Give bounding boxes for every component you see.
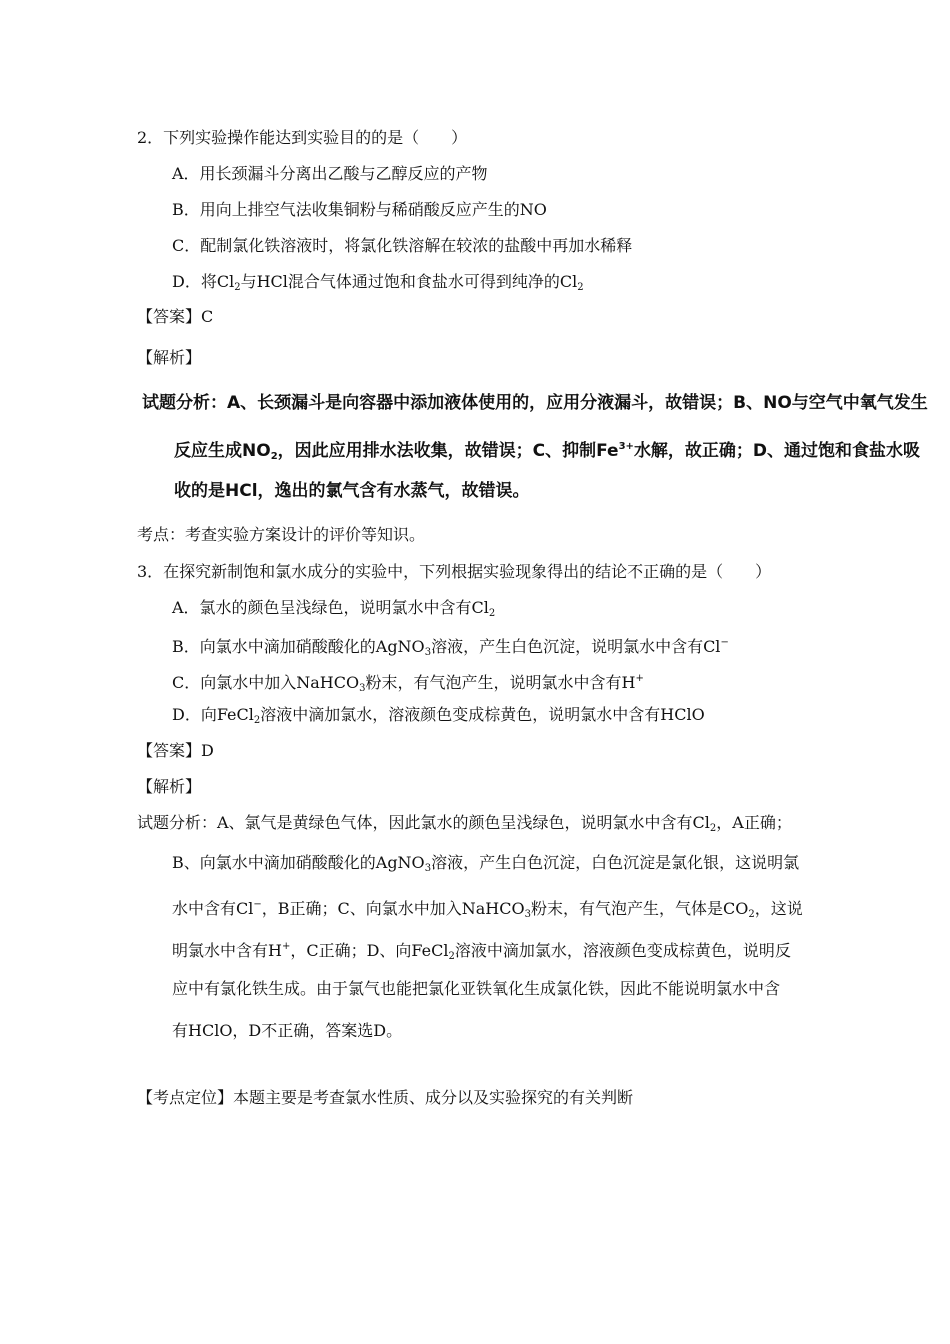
- q3-analysis-title: 【解析】: [137, 777, 202, 796]
- q3-analysis-line5: 应中有氯化铁生成。由于氯气也能把氯化亚铁氧化生成氯化铁，因此不能说明氯水中含: [172, 979, 781, 998]
- q2-option-d: D．将$Cl_2$与HCl混合气体通过饱和食盐水可得到纯净的$Cl_2$: [172, 272, 584, 293]
- q3-analysis-line1: 试题分析：A、氯气是黄绿色气体，因此氯水的颜色呈浅绿色，说明氯水中含有$Cl_2$，A正确；: [137, 813, 792, 834]
- q3-analysis-line2: B、向氯水中滴加硝酸酸化的AgNO$_3$溶液，产生白色沉淀，白色沉淀是氯化银，这说明氯: [172, 853, 800, 874]
- q2-analysis-line2: 反应生成$NO_2$，因此应用排水法收集，故错误；C、抑制$Fe^{3+}$水解，故正确；D、通过饱和食盐水吸: [174, 441, 921, 462]
- q3-analysis-line3: 水中含有Cl−，B正确；C、向氯水中加入NaHCO$_3$粉末，有气泡产生，气体是$CO_2$，这说: [172, 899, 803, 920]
- q2-option-a: A．用长颈漏斗分离出乙酸与乙醇反应的产物: [172, 164, 488, 183]
- q2-analysis-title: 【解析】: [137, 348, 202, 367]
- q2-analysis-line3: 收的是HCl，逸出的氯气含有水蒸气，故错误。: [174, 481, 530, 501]
- q2-analysis-line1: 试题分析：A、长颈漏斗是向容器中添加液体使用的，应用分液漏斗，故错误；B、NO与空气中氧气发生: [142, 393, 928, 413]
- q3-kaodian-dingwei: 【考点定位】本题主要是考查氯水性质、成分以及实验探究的有关判断: [137, 1088, 634, 1107]
- q3-analysis-line6: 有HClO，D不正确，答案选D。: [172, 1021, 403, 1040]
- q3-option-b: B．向氯水中滴加硝酸酸化的AgNO$_3$溶液，产生白色沉淀，说明氯水中含有Cl−: [172, 637, 729, 658]
- q3-option-a: A．氯水的颜色呈浅绿色，说明氯水中含有$Cl_2$: [172, 598, 496, 619]
- q2-answer: 【答案】C: [137, 307, 214, 326]
- q3-stem: 3．在探究新制饱和氯水成分的实验中，下列根据实验现象得出的结论不正确的是（ ）: [137, 562, 772, 581]
- q3-answer: 【答案】D: [137, 741, 214, 760]
- q3-option-c: C．向氯水中加入NaHCO$_3$粉末，有气泡产生，说明氯水中含有H+: [172, 673, 644, 694]
- q3-analysis-line4: 明氯水中含有H+，C正确；D、向FeCl$_2$溶液中滴加氯水，溶液颜色变成棕黄色，说明反: [172, 941, 791, 962]
- q2-stem: 2．下列实验操作能达到实验目的的是（ ）: [137, 128, 468, 147]
- q3-option-d: D．向FeCl$_2$溶液中滴加氯水，溶液颜色变成棕黄色，说明氯水中含有HClO: [172, 705, 705, 726]
- q2-kaodian: 考点：考查实验方案设计的评价等知识。: [137, 525, 426, 544]
- q2-option-b: B．用向上排空气法收集铜粉与稀硝酸反应产生的NO: [172, 200, 547, 219]
- q2-option-c: C．配制氯化铁溶液时，将氯化铁溶解在较浓的盐酸中再加水稀释: [172, 236, 633, 255]
